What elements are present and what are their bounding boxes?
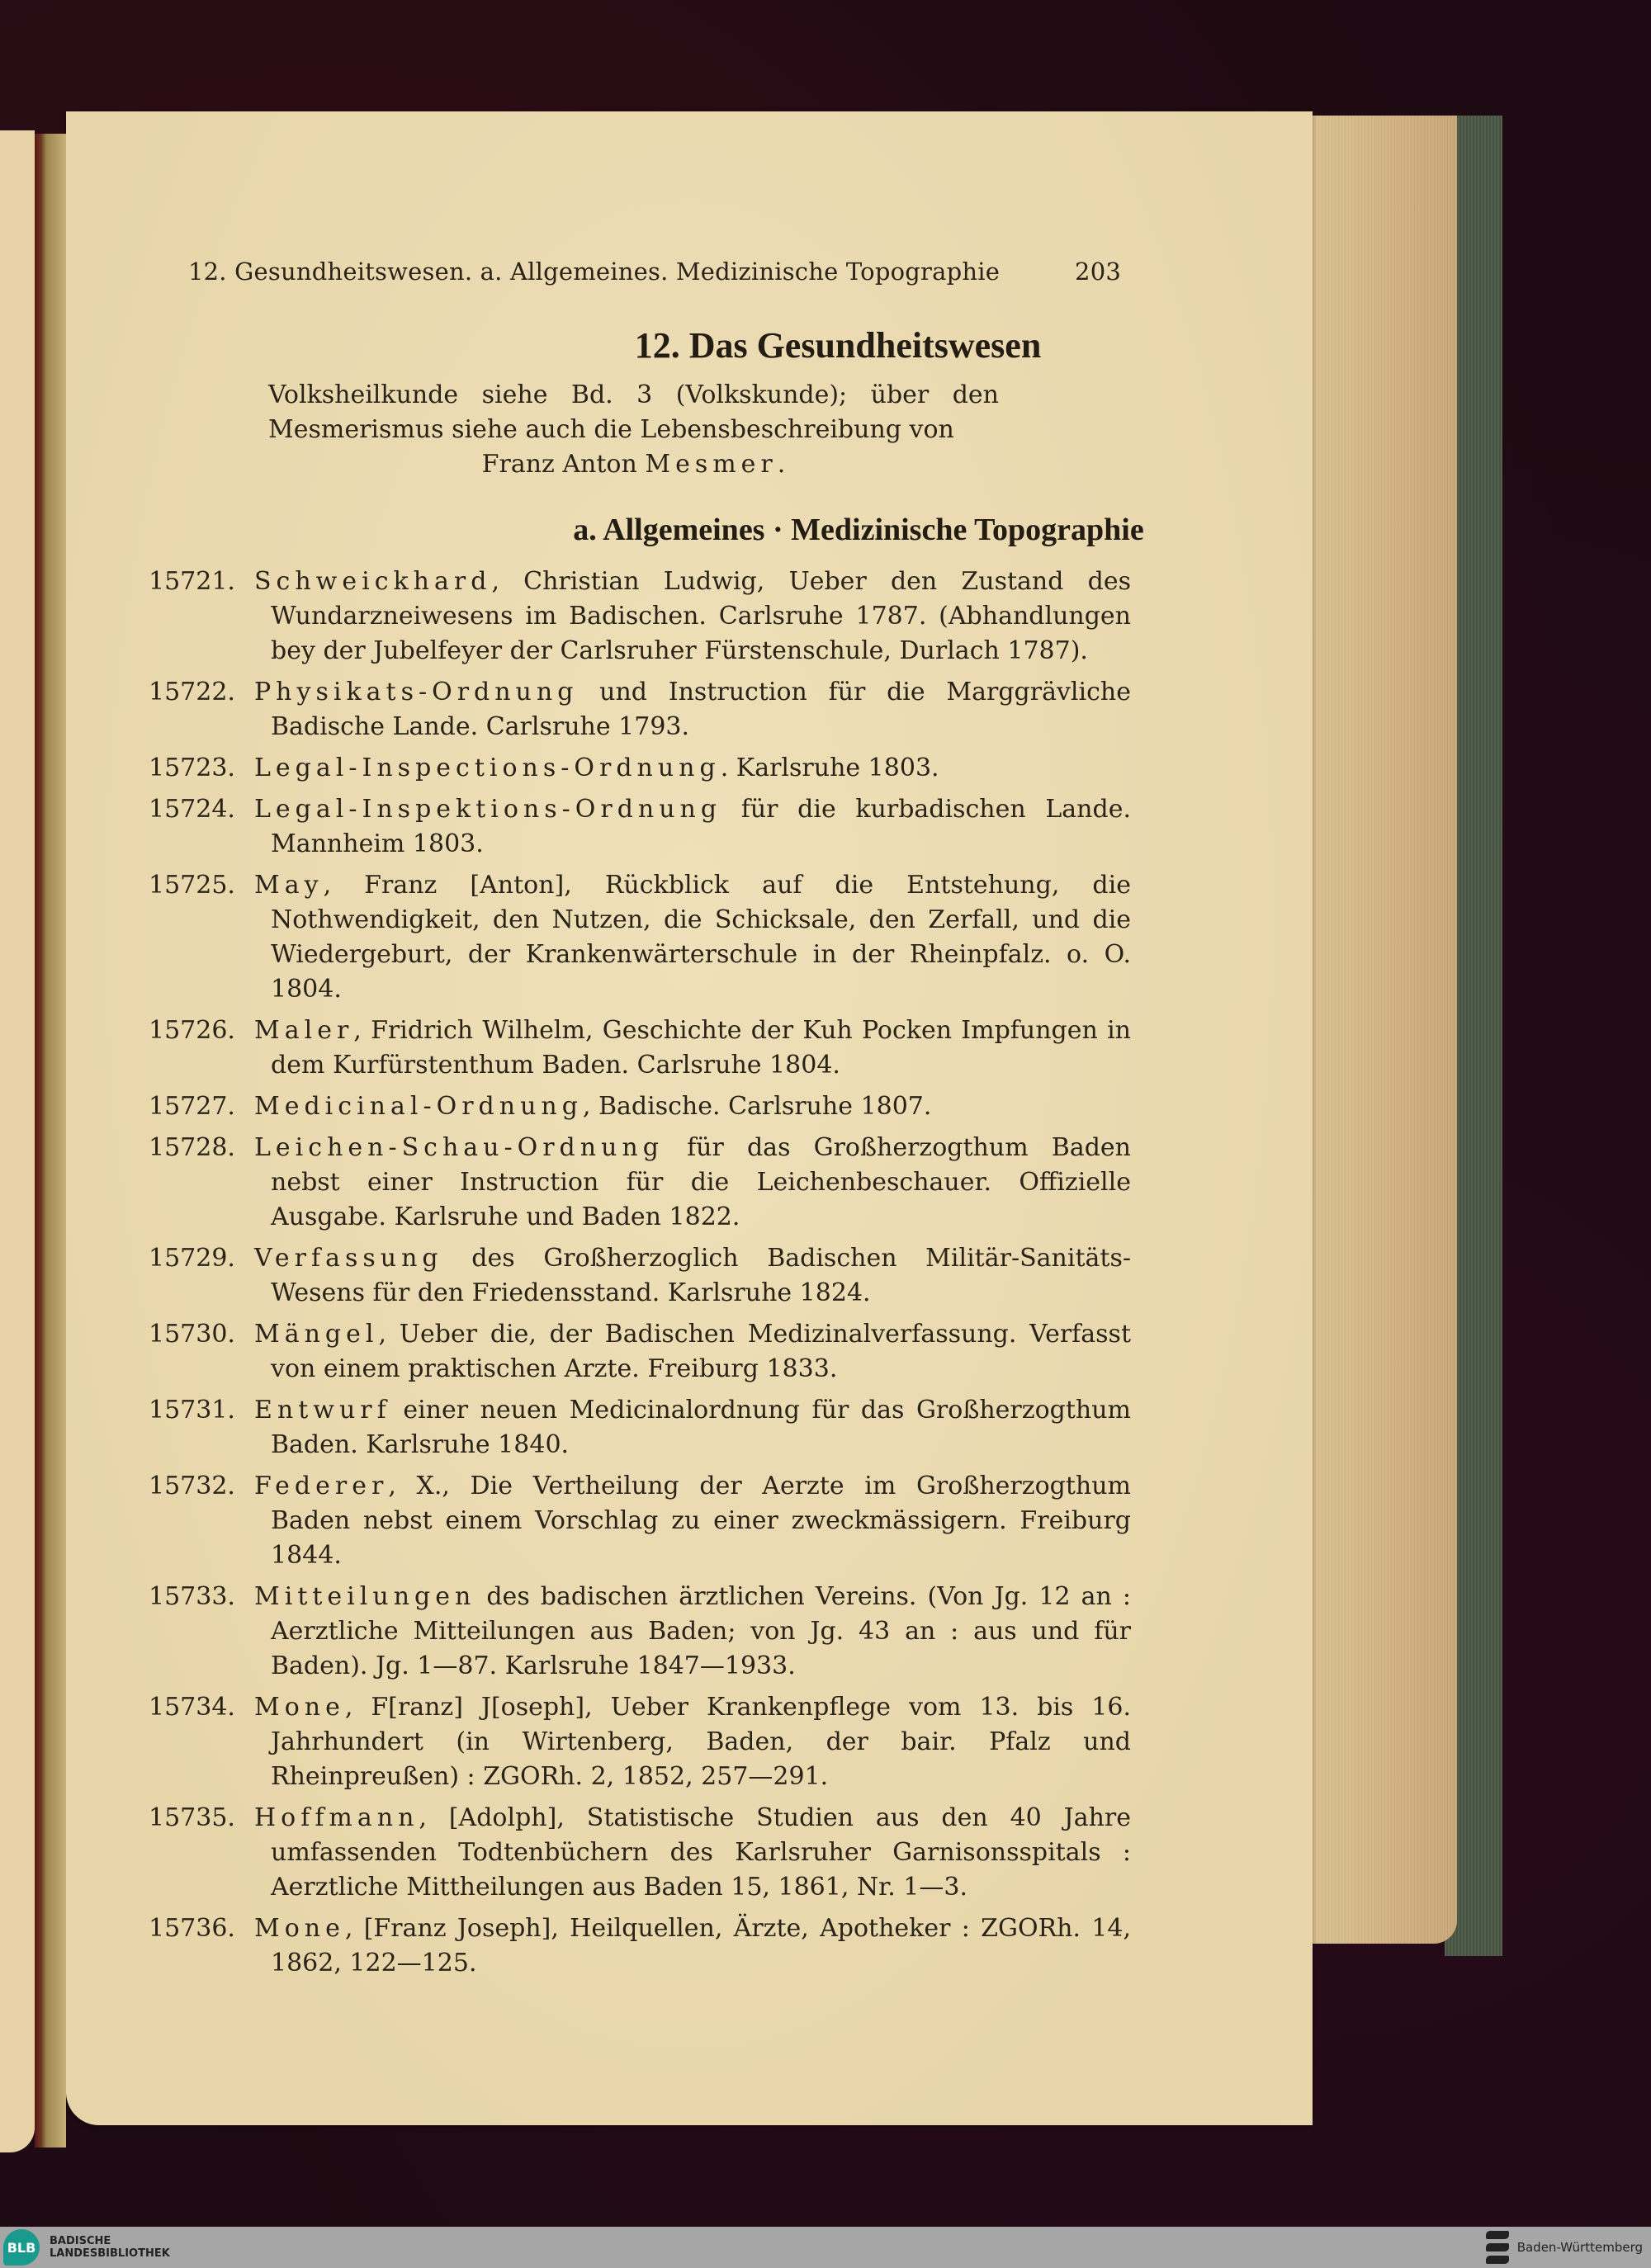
entry-number: 15729. <box>149 1244 235 1273</box>
chapter-note-name-prefix: Franz Anton <box>481 450 637 479</box>
bibliography-entry <box>149 868 1131 1007</box>
bibliography-entry <box>149 675 1131 744</box>
entry-details: , X., Die Vertheilung der Aerzte im Großherzogthum Baden nebst einem Vorschlag zu einer zweckmässigern. Freiburg 1844. <box>271 1472 1131 1570</box>
entry-author: Verfassung <box>254 1244 443 1273</box>
entry-number: 15725. <box>149 871 235 900</box>
entry-text <box>254 1690 1131 1794</box>
entry-number: 15731. <box>149 1396 235 1425</box>
entry-details: , Fridrich Wilhelm, Geschichte der Kuh Pocken Impfungen in dem Kurfürstenthum Baden. Carlsruhe 1804. <box>271 1016 1131 1080</box>
chapter-note-text: Volksheilkunde siehe Bd. 3 (Volkskunde); über den Mesmerismus siehe auch die Lebensbeschreibung von <box>268 380 999 444</box>
entry-details: des Großherzoglich Badischen Militär-Sanitäts-Wesens für den Friedensstand. Karlsruhe 1824. <box>271 1244 1131 1307</box>
entry-number: 15730. <box>149 1320 235 1349</box>
entry-number: 15721. <box>149 567 235 596</box>
bibliography-entry <box>149 1317 1131 1387</box>
left-page-edge <box>0 130 35 2152</box>
blb-logo-line2: LANDESBIBLIOTHEK <box>50 2247 170 2260</box>
entry-details: , [Franz Joseph], Heilquellen, Ärzte, Apotheker : ZGORh. 14, 1862, 122—125. <box>271 1914 1131 1977</box>
chapter-note <box>268 378 999 482</box>
bibliography-entry <box>149 565 1131 669</box>
blb-logo-text <box>50 2235 170 2260</box>
bibliography-entry <box>149 1469 1131 1573</box>
entry-details: für die kurbadischen Lande. Mannheim 1803. <box>271 795 1131 858</box>
chapter-title: 12. Das Gesundheitswesen <box>634 325 1042 366</box>
page-number: 203 <box>1075 258 1121 286</box>
bw-logo-text: Baden-Württemberg <box>1516 2240 1643 2255</box>
entry-author: Medicinal-Ordnung <box>254 1092 583 1121</box>
blb-logo[interactable] <box>3 2229 170 2266</box>
bibliography-entry <box>149 1911 1131 1981</box>
running-head-text: 12. Gesundheitswesen. a. Allgemeines. Medizinische Topographie <box>188 258 1001 286</box>
blb-logo-badge: BLB <box>3 2229 40 2266</box>
entry-text <box>254 1469 1131 1573</box>
entry-text <box>254 1801 1131 1905</box>
entry-details: für das Großherzogthum Baden nebst einer Instruction für die Leichenbeschauer. Offizielle Ausgabe. Karlsruhe und Baden 1822. <box>271 1133 1131 1231</box>
entry-number: 15732. <box>149 1472 235 1500</box>
entry-author: Federer <box>254 1472 389 1500</box>
entry-author: Maler <box>254 1016 354 1045</box>
entry-details: und Instruction für die Marggrävliche Badische Lande. Carlsruhe 1793. <box>271 678 1131 741</box>
entry-text <box>254 1241 1131 1311</box>
footer-bar <box>0 2227 1651 2268</box>
entry-author: May <box>254 871 324 900</box>
bibliography-entry <box>149 1089 1131 1124</box>
entry-number: 15735. <box>149 1803 235 1832</box>
chapter-note-suffix: . <box>777 450 786 479</box>
entry-details: . Karlsruhe 1803. <box>720 754 939 782</box>
bibliography-entry <box>149 792 1131 862</box>
bibliography-entry <box>149 1801 1131 1905</box>
entry-number: 15723. <box>149 754 235 782</box>
entry-details: , Franz [Anton], Rückblick auf die Entstehung, die Nothwendigkeit, den Nutzen, die Schicksale, den Zerfall, und die Wiedergeburt, der Krankenwärterschule in der Rheinpfalz. o. O. 1804. <box>271 871 1131 1004</box>
running-head <box>188 258 1121 286</box>
entry-number: 15728. <box>149 1133 235 1162</box>
entry-number: 15726. <box>149 1016 235 1045</box>
entry-text <box>254 1911 1131 1981</box>
entry-author: Mängel <box>254 1320 379 1349</box>
entry-author: Entwurf <box>254 1396 391 1425</box>
bw-logo[interactable] <box>1486 2229 1643 2266</box>
page-stack-edge <box>1308 116 1457 1944</box>
entry-details: des badischen ärztlichen Vereins. (Von Jg. 12 an : Aerztliche Mitteilungen aus Baden; von Jg. 43 an : aus und für Baden). Jg. 1—87. Karlsruhe 1847—1933. <box>271 1582 1131 1680</box>
entry-text <box>254 751 1131 786</box>
three-lions-icon <box>1486 2229 1509 2266</box>
entry-text <box>254 1089 1131 1124</box>
book-gutter <box>35 134 66 2148</box>
entry-details: , Badische. Carlsruhe 1807. <box>582 1092 932 1121</box>
entry-author: Mone <box>254 1914 345 1943</box>
entry-text <box>254 565 1131 669</box>
entry-text <box>254 675 1131 744</box>
entry-details: einer neuen Medicinalordnung für das Großherzogthum Baden. Karlsruhe 1840. <box>271 1396 1131 1459</box>
entry-text <box>254 792 1131 862</box>
entry-author: Mitteilungen <box>254 1582 476 1611</box>
entry-author: Leichen-Schau-Ordnung <box>254 1133 664 1162</box>
bibliography-entry <box>149 751 1131 786</box>
bibliography-entry <box>149 1690 1131 1794</box>
entry-number: 15724. <box>149 795 235 824</box>
chapter-note-name <box>268 447 999 482</box>
bibliography-entry <box>149 1014 1131 1083</box>
blb-logo-line1: BADISCHE <box>50 2235 111 2247</box>
bibliography-entry <box>149 1131 1131 1235</box>
entry-text <box>254 868 1131 1007</box>
bibliography-entry <box>149 1393 1131 1462</box>
entry-number: 15734. <box>149 1693 235 1722</box>
entry-author: Physikats-Ordnung <box>254 678 579 706</box>
entry-text <box>254 1317 1131 1387</box>
entry-author: Legal-Inspektions-Ordnung <box>254 795 722 824</box>
entry-author: Mone <box>254 1693 345 1722</box>
entry-details: , Christian Ludwig, Ueber den Zustand des Wundarzneiwesens im Badischen. Carlsruhe 1787. (Abhandlungen bey der Jubelfeyer der Carlsruher Fürstenschule, Durlach 1787). <box>271 567 1131 665</box>
section-title: a. Allgemeines · Medizinische Topographie <box>573 513 1144 547</box>
entry-number: 15722. <box>149 678 235 706</box>
entry-number: 15736. <box>149 1914 235 1943</box>
entry-author: Legal-Inspections-Ordnung <box>254 754 721 782</box>
entry-author: Hoffmann <box>254 1803 419 1832</box>
entry-details: , F[ranz] J[oseph], Ueber Krankenpflege vom 13. bis 16. Jahrhundert (in Wirtenberg, Baden, der bair. Pfalz und Rheinpreußen) : ZGORh. 2, 1852, 257—291. <box>271 1693 1131 1791</box>
entry-number: 15733. <box>149 1582 235 1611</box>
entry-text <box>254 1393 1131 1462</box>
entry-number: 15727. <box>149 1092 235 1121</box>
entry-details: , Ueber die, der Badischen Medizinalverfassung. Verfasst von einem praktischen Arzte. Freiburg 1833. <box>271 1320 1131 1383</box>
entry-details: , [Adolph], Statistische Studien aus den 40 Jahre umfassenden Todtenbüchern des Karlsruher Garnisonsspitals : Aerztliche Mittheilungen aus Baden 15, 1861, Nr. 1—3. <box>271 1803 1131 1902</box>
entry-text <box>254 1580 1131 1684</box>
entry-author: Schweickhard <box>254 567 492 596</box>
bibliography-list <box>149 565 1131 1987</box>
bibliography-entry <box>149 1241 1131 1311</box>
entry-text <box>254 1131 1131 1235</box>
chapter-note-name-spaced: Mesmer <box>645 450 778 479</box>
entry-text <box>254 1014 1131 1083</box>
bibliography-entry <box>149 1580 1131 1684</box>
